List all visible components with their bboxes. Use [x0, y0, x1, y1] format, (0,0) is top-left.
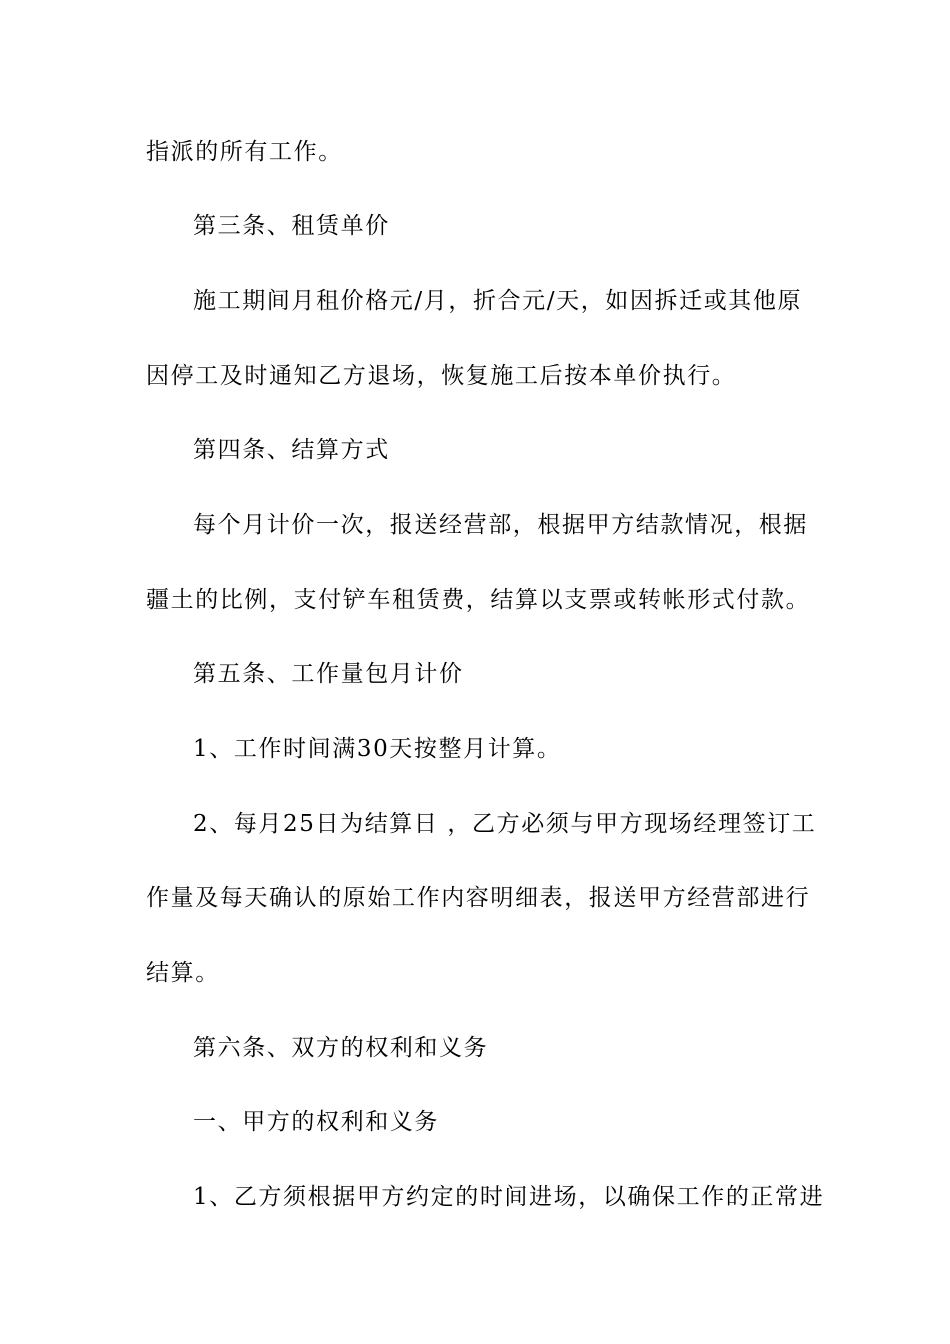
- section-heading: 第三条、租赁单价: [193, 213, 390, 239]
- section-heading: 第五条、工作量包月计价: [193, 661, 464, 687]
- paragraph-line: 疆土的比例，支付铲车租赁费，结算以支票或转帐形式付款。: [146, 587, 811, 613]
- paragraph-line: 施工期间月租价格元/月，折合元/天，如因拆迁或其他原: [193, 288, 803, 314]
- list-item: 1、工作时间满30天按整月计算。: [193, 736, 562, 762]
- paragraph-line: 每个月计价一次，报送经营部，根据甲方结款情况，根据: [193, 512, 808, 538]
- paragraph-line: 因停工及时通知乙方退场，恢复施工后按本单价执行。: [146, 363, 737, 389]
- paragraph-line: 作量及每天确认的原始工作内容明细表，报送甲方经营部进行: [146, 885, 811, 911]
- section-heading: 第四条、结算方式: [193, 437, 390, 463]
- section-heading: 第六条、双方的权利和义务: [193, 1035, 489, 1061]
- paragraph-line: 结算。: [146, 960, 220, 986]
- subsection-heading: 一、甲方的权利和义务: [193, 1109, 439, 1135]
- list-item: 2、每月25日为结算日 ，乙方必须与甲方现场经理签订工: [193, 811, 817, 837]
- list-item: 1、乙方须根据甲方约定的时间进场，以确保工作的正常进: [193, 1184, 825, 1210]
- paragraph-line: 指派的所有工作。: [146, 139, 343, 165]
